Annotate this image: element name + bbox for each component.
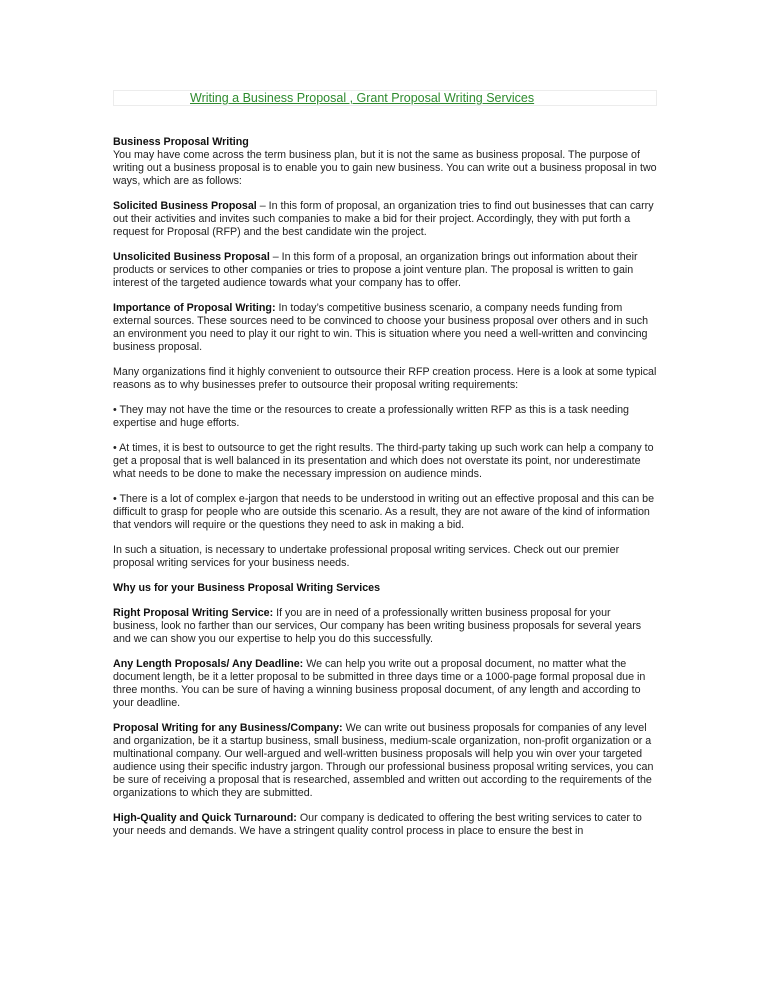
paragraph-lead: Importance of Proposal Writing: (113, 302, 276, 314)
paragraph-text: You may have come across the term business plan, but it is not the same as business proposal. The purpose of writing out a business proposal is to enable you to gain new business. You can write out a business proposal in two ways, which are as follows: (113, 149, 657, 187)
paragraph-text: We can help you write out a proposal document, no matter what the document length, be it a letter proposal to be submitted in three days time or a 1000-page formal proposal due in three months. You can be sure of having a winning business proposal document, of any length and according to your deadline. (113, 658, 646, 709)
document-body (113, 136, 658, 850)
paragraph-right-service (113, 607, 658, 646)
document-title[interactable]: Writing a Business Proposal , Grant Proposal Writing Services (190, 91, 535, 105)
paragraph-lead: Any Length Proposals/ Any Deadline: (113, 658, 304, 670)
section-heading: Business Proposal Writing (113, 136, 249, 148)
paragraph-any-business (113, 722, 658, 800)
paragraph-importance (113, 302, 658, 354)
paragraph-text: – In this form of a proposal, an organization brings out information about their products or services to other companies or tries to propose a joint venture plan. The proposal is written to gain interest of the targeted audience towards what your company has to offer. (113, 251, 638, 289)
paragraph-lead: Proposal Writing for any Business/Company: (113, 722, 343, 734)
why-us-heading: Why us for your Business Proposal Writing Services (113, 582, 381, 594)
paragraph-lead: Right Proposal Writing Service: (113, 607, 274, 619)
paragraph-lead: Unsolicited Business Proposal (113, 251, 270, 263)
bullet-item: • They may not have the time or the resources to create a professionally written RFP as this is a task needing expertise and huge efforts. (113, 404, 630, 429)
paragraph-high-quality (113, 812, 658, 838)
paragraph-text: If you are in need of a professionally written business proposal for your business, look no farther than our services, Our company has been writing business proposals for several years and we can show you our expertise to help you do this successfully. (113, 607, 642, 645)
paragraph-situation: In such a situation, is necessary to undertake professional proposal writing services. Check out our premier proposal writing services for your business needs. (113, 544, 620, 569)
paragraph-any-length (113, 658, 658, 710)
paragraph-outsource-intro: Many organizations find it highly convenient to outsource their RFP creation process. Here is a look at some typical reasons as to why businesses prefer to outsource their proposal writing requirements: (113, 366, 657, 391)
paragraph-text: – In this form of proposal, an organization tries to find out businesses that can carry out their activities and invites such companies to make a bid for their project. Accordingly, they with put forth a request for Proposal (RFP) and the best candidate win the project. (113, 200, 654, 238)
bullet-item: • There is a lot of complex e-jargon that needs to be understood in writing out an effective proposal and this can be difficult to grasp for people who are outside this scenario. As a result, they are not aware of the kind of information that vendors will require or the questions they need to ask in making a bid. (113, 493, 655, 531)
bullet-item: • At times, it is best to outsource to get the right results. The third-party taking up such work can help a company to get a proposal that is well balanced in its presentation and which does not overstate its point, nor underestimate what needs to be done to make the necessary impression on audience minds. (113, 442, 654, 480)
paragraph-lead: Solicited Business Proposal (113, 200, 257, 212)
paragraph-business-proposal-writing (113, 136, 658, 188)
paragraph-text: Our company is dedicated to offering the best writing services to cater to your needs and demands. We have a stringent quality control process in place to ensure the best in (113, 812, 642, 837)
paragraph-text: In today’s competitive business scenario, a company needs funding from external sources. These sources need to be convinced to choose your business proposal over others and in such an environment you need to play it our right to win. This is situation where you need a well-written and convincing business proposal. (113, 302, 649, 353)
paragraph-unsolicited (113, 251, 658, 290)
paragraph-text: We can write out business proposals for companies of any level and organization, be it a startup business, small business, medium-scale organization, non-profit organization or a multinational company. Our well-argued and well-written business proposals will help you win over your targeted audience using their specific industry jargon. Through our professional business proposal writing services, you can be sure of receiving a proposal that is researched, assembled and written out according to the requirements of the organizations to which they are submitted. (113, 722, 654, 799)
paragraph-solicited (113, 200, 658, 239)
paragraph-lead: High-Quality and Quick Turnaround: (113, 812, 297, 824)
